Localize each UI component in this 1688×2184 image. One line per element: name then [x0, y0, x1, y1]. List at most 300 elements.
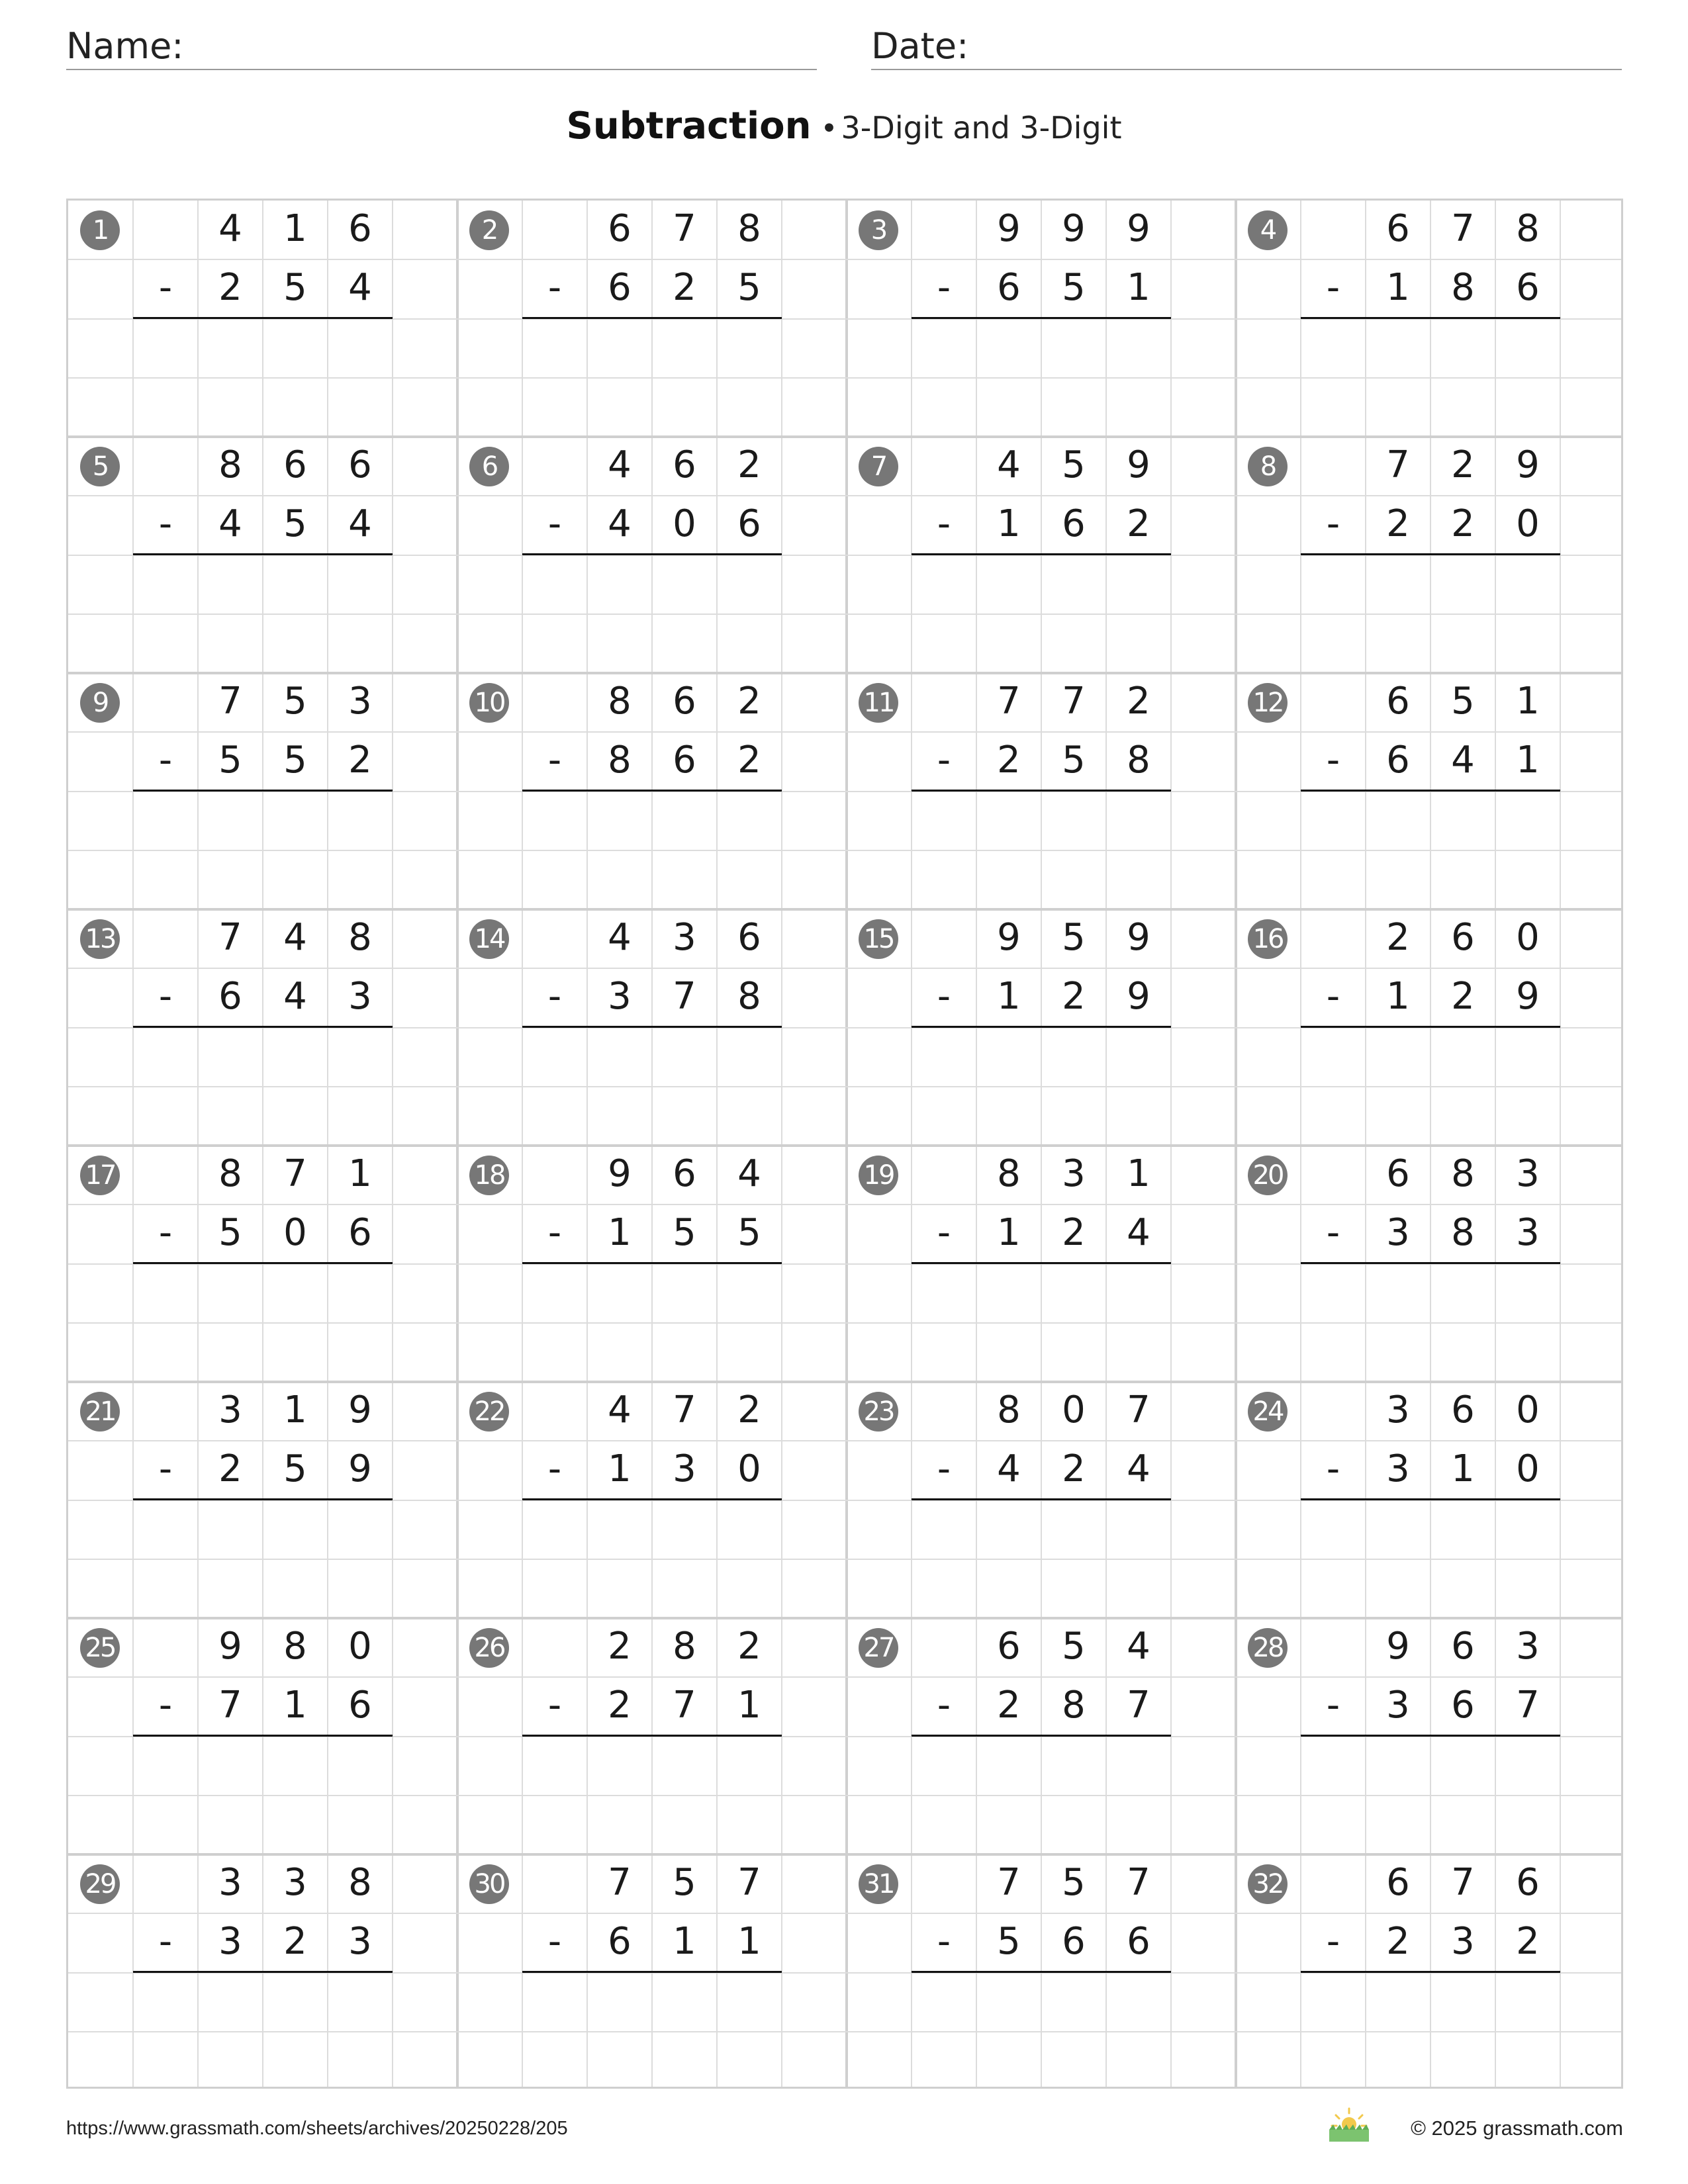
subtrahend-digit: 1 — [997, 1211, 1021, 1255]
minuend-digit: 8 — [1516, 207, 1540, 250]
answer-line — [912, 1026, 1171, 1028]
problem-22 — [457, 1382, 847, 1618]
subtrahend-digit: 0 — [737, 1447, 761, 1491]
minuend-digit: 0 — [1062, 1388, 1086, 1432]
minuend-digit: 5 — [1062, 1625, 1086, 1668]
subtrahend-digit: 2 — [673, 266, 696, 310]
problem-26 — [457, 1618, 847, 1854]
subtrahend-digit: 6 — [218, 975, 242, 1019]
problem-number-badge: 13 — [80, 919, 120, 959]
problem-1 — [68, 201, 457, 437]
minuend-digit: 6 — [737, 916, 761, 959]
subtrahend-digit: 6 — [1386, 739, 1410, 782]
minuend-digit: 7 — [283, 1152, 307, 1195]
subtrahend-digit: 1 — [673, 1920, 696, 1964]
subtrahend-digit: 3 — [608, 975, 632, 1019]
minuend-digit: 6 — [1386, 1152, 1410, 1195]
subtrahend-digit: 6 — [1127, 1920, 1150, 1964]
problem-number-badge: 18 — [469, 1156, 509, 1195]
subtrahend-digit: 1 — [737, 1684, 761, 1727]
problem-number-badge: 5 — [80, 447, 120, 486]
minuend-digit: 2 — [737, 1625, 761, 1668]
problem-13 — [68, 909, 457, 1146]
subtrahend-digit: 5 — [283, 266, 307, 310]
minuend-digit: 9 — [997, 207, 1021, 250]
minuend-digit: 8 — [737, 207, 761, 250]
minuend-digit: 8 — [218, 443, 242, 486]
subtrahend-digit: 7 — [673, 1684, 696, 1727]
answer-line — [912, 553, 1171, 555]
answer-line — [1301, 1498, 1560, 1500]
minuend-digit: 1 — [283, 1388, 307, 1432]
minuend-digit: 8 — [1451, 1152, 1475, 1195]
subtrahend-digit: 6 — [997, 266, 1021, 310]
answer-line — [522, 790, 782, 792]
minuend-digit: 5 — [1062, 916, 1086, 959]
subtrahend-digit: 3 — [348, 975, 372, 1019]
subtrahend-digit: 2 — [737, 739, 761, 782]
problem-number-badge: 2 — [469, 210, 509, 250]
problem-number-badge: 10 — [469, 683, 509, 723]
subtrahend-digit: 7 — [218, 1684, 242, 1727]
minuend-digit: 7 — [1062, 680, 1086, 723]
answer-line — [522, 1498, 782, 1500]
minuend-digit: 7 — [673, 207, 696, 250]
subtrahend-digit: 8 — [1451, 266, 1475, 310]
minuend-digit: 3 — [1386, 1388, 1410, 1432]
minuend-digit: 3 — [218, 1388, 242, 1432]
minuend-digit: 9 — [348, 1388, 372, 1432]
subtrahend-digit: 5 — [218, 739, 242, 782]
minuend-digit: 2 — [1451, 443, 1475, 486]
title-bullet: • — [820, 112, 838, 146]
problem-number-badge: 8 — [1248, 447, 1288, 486]
minuend-digit: 6 — [348, 207, 372, 250]
problem-23 — [847, 1382, 1236, 1618]
subtrahend-digit: 3 — [1386, 1684, 1410, 1727]
subtrahend-digit: 8 — [1127, 739, 1150, 782]
minuend-digit: 6 — [997, 1625, 1021, 1668]
minus-sign: - — [547, 502, 562, 546]
subtrahend-digit: 1 — [283, 1684, 307, 1727]
minus-sign: - — [547, 1211, 562, 1255]
problem-number-badge: 16 — [1248, 919, 1288, 959]
minus-sign: - — [158, 502, 173, 546]
subtrahend-digit: 4 — [1451, 739, 1475, 782]
subtrahend-digit: 5 — [283, 739, 307, 782]
minus-sign: - — [1326, 975, 1340, 1019]
subtrahend-digit: 2 — [608, 1684, 632, 1727]
problem-16 — [1236, 909, 1623, 1146]
problem-number-badge: 32 — [1248, 1864, 1288, 1904]
minuend-digit: 7 — [218, 916, 242, 959]
minuend-digit: 7 — [1386, 443, 1410, 486]
problem-number-badge: 30 — [469, 1864, 509, 1904]
minuend-digit: 9 — [1386, 1625, 1410, 1668]
minuend-digit: 6 — [1386, 680, 1410, 723]
subtrahend-digit: 5 — [737, 1211, 761, 1255]
minus-sign: - — [547, 1920, 562, 1964]
minus-sign: - — [1326, 1447, 1340, 1491]
minuend-digit: 6 — [1451, 1625, 1475, 1668]
minuend-digit: 7 — [218, 680, 242, 723]
subtrahend-digit: 2 — [1451, 502, 1475, 546]
subtrahend-digit: 5 — [283, 1447, 307, 1491]
minuend-digit: 0 — [1516, 1388, 1540, 1432]
minuend-digit: 8 — [673, 1625, 696, 1668]
problem-number-badge: 28 — [1248, 1628, 1288, 1668]
minuend-digit: 4 — [283, 916, 307, 959]
subtrahend-digit: 1 — [608, 1447, 632, 1491]
subtrahend-digit: 8 — [1062, 1684, 1086, 1727]
footer-copyright: © 2025 grassmath.com — [1411, 2116, 1623, 2140]
problem-number-badge: 19 — [859, 1156, 898, 1195]
subtrahend-digit: 5 — [997, 1920, 1021, 1964]
minuend-digit: 1 — [1127, 1152, 1150, 1195]
minuend-digit: 6 — [283, 443, 307, 486]
minuend-digit: 5 — [283, 680, 307, 723]
minuend-digit: 6 — [1516, 1861, 1540, 1904]
subtrahend-digit: 1 — [1451, 1447, 1475, 1491]
minuend-digit: 2 — [1386, 916, 1410, 959]
subtrahend-digit: 1 — [997, 502, 1021, 546]
minus-sign: - — [937, 1211, 951, 1255]
minuend-digit: 8 — [283, 1625, 307, 1668]
answer-line — [1301, 790, 1560, 792]
answer-line — [133, 1971, 393, 1973]
subtrahend-digit: 2 — [218, 266, 242, 310]
problem-25 — [68, 1618, 457, 1854]
subtrahend-digit: 6 — [608, 1920, 632, 1964]
problem-9 — [68, 673, 457, 909]
subtrahend-digit: 9 — [348, 1447, 372, 1491]
minuend-digit: 8 — [997, 1152, 1021, 1195]
minus-sign: - — [158, 1447, 173, 1491]
date-label: Date: — [871, 25, 969, 67]
subtrahend-digit: 4 — [348, 502, 372, 546]
subtrahend-digit: 1 — [1516, 739, 1540, 782]
minuend-digit: 2 — [608, 1625, 632, 1668]
problem-number-badge: 4 — [1248, 210, 1288, 250]
problem-number-badge: 25 — [80, 1628, 120, 1668]
answer-line — [1301, 1971, 1560, 1973]
subtrahend-digit: 8 — [608, 739, 632, 782]
answer-line — [522, 317, 782, 319]
subtrahend-digit: 1 — [608, 1211, 632, 1255]
subtrahend-digit: 5 — [737, 266, 761, 310]
answer-line — [1301, 1262, 1560, 1264]
subtrahend-digit: 7 — [673, 975, 696, 1019]
minus-sign: - — [1326, 1920, 1340, 1964]
minuend-digit: 3 — [1516, 1625, 1540, 1668]
subtrahend-digit: 5 — [283, 502, 307, 546]
minus-sign: - — [158, 1920, 173, 1964]
answer-line — [1301, 317, 1560, 319]
minuend-digit: 7 — [1127, 1388, 1150, 1432]
minus-sign: - — [937, 1684, 951, 1727]
minuend-digit: 9 — [608, 1152, 632, 1195]
minuend-digit: 6 — [608, 207, 632, 250]
title-subtitle: 3-Digit and 3-Digit — [841, 110, 1122, 146]
problem-29 — [68, 1854, 457, 2089]
subtrahend-digit: 4 — [1127, 1211, 1150, 1255]
problem-grid — [66, 199, 1623, 2089]
problem-number-badge: 21 — [80, 1392, 120, 1432]
problem-4 — [1236, 201, 1623, 437]
subtrahend-digit: 2 — [348, 739, 372, 782]
problem-30 — [457, 1854, 847, 2089]
problem-number-badge: 24 — [1248, 1392, 1288, 1432]
problem-8 — [1236, 437, 1623, 673]
minuend-digit: 1 — [348, 1152, 372, 1195]
subtrahend-digit: 8 — [1451, 1211, 1475, 1255]
minuend-digit: 6 — [1386, 207, 1410, 250]
answer-line — [133, 317, 393, 319]
name-label: Name: — [66, 25, 184, 67]
subtrahend-digit: 2 — [1127, 502, 1150, 546]
minuend-digit: 3 — [218, 1861, 242, 1904]
subtrahend-digit: 1 — [737, 1920, 761, 1964]
subtrahend-digit: 3 — [1516, 1211, 1540, 1255]
minuend-digit: 5 — [673, 1861, 696, 1904]
problem-number-badge: 29 — [80, 1864, 120, 1904]
minus-sign: - — [937, 502, 951, 546]
subtrahend-digit: 6 — [1451, 1684, 1475, 1727]
subtrahend-digit: 2 — [283, 1920, 307, 1964]
answer-line — [522, 553, 782, 555]
subtrahend-digit: 2 — [1451, 975, 1475, 1019]
subtrahend-digit: 6 — [673, 739, 696, 782]
worksheet-title — [0, 105, 1688, 148]
problem-number-badge: 11 — [859, 683, 898, 723]
subtrahend-digit: 9 — [1516, 975, 1540, 1019]
answer-line — [522, 1026, 782, 1028]
answer-line — [133, 553, 393, 555]
minus-sign: - — [547, 266, 562, 310]
subtrahend-digit: 2 — [1062, 1211, 1086, 1255]
name-field[interactable] — [66, 24, 817, 70]
subtrahend-digit: 1 — [1386, 266, 1410, 310]
minuend-digit: 9 — [1062, 207, 1086, 250]
subtrahend-digit: 6 — [348, 1684, 372, 1727]
subtrahend-digit: 1 — [1127, 266, 1150, 310]
minuend-digit: 8 — [608, 680, 632, 723]
problem-27 — [847, 1618, 1236, 1854]
minuend-digit: 4 — [608, 443, 632, 486]
problem-number-badge: 9 — [80, 683, 120, 723]
problem-21 — [68, 1382, 457, 1618]
minus-sign: - — [547, 739, 562, 782]
subtrahend-digit: 3 — [1451, 1920, 1475, 1964]
problem-number-badge: 3 — [859, 210, 898, 250]
minus-sign: - — [547, 1447, 562, 1491]
minus-sign: - — [158, 739, 173, 782]
minuend-digit: 1 — [283, 207, 307, 250]
minus-sign: - — [937, 1447, 951, 1491]
minuend-digit: 5 — [1062, 1861, 1086, 1904]
problem-number-badge: 20 — [1248, 1156, 1288, 1195]
minuend-digit: 7 — [997, 680, 1021, 723]
problem-24 — [1236, 1382, 1623, 1618]
minuend-digit: 9 — [997, 916, 1021, 959]
answer-line — [522, 1971, 782, 1973]
minuend-digit: 5 — [1451, 680, 1475, 723]
subtrahend-digit: 2 — [997, 739, 1021, 782]
problem-number-badge: 15 — [859, 919, 898, 959]
minuend-digit: 7 — [1451, 1861, 1475, 1904]
subtrahend-digit: 7 — [1127, 1684, 1150, 1727]
subtrahend-digit: 4 — [1127, 1447, 1150, 1491]
footer-url: https://www.grassmath.com/sheets/archives/20250228/205 — [66, 2118, 568, 2139]
minus-sign: - — [937, 266, 951, 310]
problem-31 — [847, 1854, 1236, 2089]
subtrahend-digit: 4 — [997, 1447, 1021, 1491]
minuend-digit: 4 — [1127, 1625, 1150, 1668]
minuend-digit: 5 — [1062, 443, 1086, 486]
subtrahend-digit: 4 — [218, 502, 242, 546]
problem-18 — [457, 1146, 847, 1382]
minuend-digit: 4 — [218, 207, 242, 250]
answer-line — [912, 1262, 1171, 1264]
subtrahend-digit: 8 — [737, 975, 761, 1019]
minuend-digit: 6 — [1451, 916, 1475, 959]
minus-sign: - — [547, 1684, 562, 1727]
subtrahend-digit: 3 — [673, 1447, 696, 1491]
minuend-digit: 6 — [1386, 1861, 1410, 1904]
minuend-digit: 9 — [1127, 207, 1150, 250]
problem-17 — [68, 1146, 457, 1382]
minuend-digit: 9 — [1516, 443, 1540, 486]
problem-number-badge: 26 — [469, 1628, 509, 1668]
problem-number-badge: 7 — [859, 447, 898, 486]
minus-sign: - — [1326, 1211, 1340, 1255]
problem-number-badge: 12 — [1248, 683, 1288, 723]
problem-3 — [847, 201, 1236, 437]
subtrahend-digit: 0 — [1516, 1447, 1540, 1491]
answer-line — [133, 1735, 393, 1737]
subtrahend-digit: 2 — [997, 1684, 1021, 1727]
minuend-digit: 7 — [997, 1861, 1021, 1904]
subtrahend-digit: 2 — [1386, 1920, 1410, 1964]
minus-sign: - — [937, 1920, 951, 1964]
subtrahend-digit: 6 — [608, 266, 632, 310]
problem-2 — [457, 201, 847, 437]
problem-12 — [1236, 673, 1623, 909]
minuend-digit: 7 — [737, 1861, 761, 1904]
subtrahend-digit: 6 — [348, 1211, 372, 1255]
problem-number-badge: 14 — [469, 919, 509, 959]
minuend-digit: 4 — [997, 443, 1021, 486]
subtrahend-digit: 9 — [1127, 975, 1150, 1019]
minus-sign: - — [1326, 1684, 1340, 1727]
minuend-digit: 6 — [673, 1152, 696, 1195]
problem-number-badge: 31 — [859, 1864, 898, 1904]
problem-6 — [457, 437, 847, 673]
minuend-digit: 6 — [673, 443, 696, 486]
subtrahend-digit: 2 — [1062, 1447, 1086, 1491]
minuend-digit: 3 — [348, 680, 372, 723]
minuend-digit: 7 — [1451, 207, 1475, 250]
problem-number-badge: 27 — [859, 1628, 898, 1668]
subtrahend-digit: 1 — [997, 975, 1021, 1019]
minuend-digit: 4 — [608, 1388, 632, 1432]
subtrahend-digit: 6 — [1062, 1920, 1086, 1964]
minuend-digit: 3 — [283, 1861, 307, 1904]
subtrahend-digit: 7 — [1516, 1684, 1540, 1727]
minus-sign: - — [1326, 266, 1340, 310]
answer-line — [912, 1735, 1171, 1737]
minuend-digit: 0 — [1516, 916, 1540, 959]
answer-line — [133, 1498, 393, 1500]
problem-10 — [457, 673, 847, 909]
minuend-digit: 3 — [1062, 1152, 1086, 1195]
answer-line — [522, 1735, 782, 1737]
answer-line — [133, 1026, 393, 1028]
minus-sign: - — [158, 266, 173, 310]
date-field[interactable] — [871, 24, 1622, 70]
problem-20 — [1236, 1146, 1623, 1382]
subtrahend-digit: 5 — [673, 1211, 696, 1255]
minus-sign: - — [158, 1684, 173, 1727]
title-main: Subtraction — [566, 105, 812, 148]
minuend-digit: 6 — [348, 443, 372, 486]
subtrahend-digit: 4 — [348, 266, 372, 310]
subtrahend-digit: 4 — [283, 975, 307, 1019]
answer-line — [133, 790, 393, 792]
minuend-digit: 7 — [673, 1388, 696, 1432]
minuend-digit: 9 — [218, 1625, 242, 1668]
minus-sign: - — [1326, 502, 1340, 546]
minuend-digit: 9 — [1127, 916, 1150, 959]
subtrahend-digit: 0 — [283, 1211, 307, 1255]
answer-line — [133, 1262, 393, 1264]
subtrahend-digit: 2 — [1516, 1920, 1540, 1964]
subtrahend-digit: 0 — [673, 502, 696, 546]
problem-32 — [1236, 1854, 1623, 2089]
answer-line — [912, 1971, 1171, 1973]
subtrahend-digit: 5 — [218, 1211, 242, 1255]
subtrahend-digit: 2 — [1386, 502, 1410, 546]
minuend-digit: 6 — [673, 680, 696, 723]
minuend-digit: 2 — [737, 680, 761, 723]
subtrahend-digit: 3 — [348, 1920, 372, 1964]
minuend-digit: 3 — [1516, 1152, 1540, 1195]
subtrahend-digit: 3 — [218, 1920, 242, 1964]
minus-sign: - — [1326, 739, 1340, 782]
subtrahend-digit: 2 — [218, 1447, 242, 1491]
minus-sign: - — [547, 975, 562, 1019]
problem-7 — [847, 437, 1236, 673]
minuend-digit: 8 — [348, 1861, 372, 1904]
problem-28 — [1236, 1618, 1623, 1854]
minus-sign: - — [158, 975, 173, 1019]
minus-sign: - — [937, 975, 951, 1019]
subtrahend-digit: 3 — [1386, 1447, 1410, 1491]
minuend-digit: 7 — [1127, 1861, 1150, 1904]
minus-sign: - — [937, 739, 951, 782]
grass-sun-logo-icon — [1327, 2105, 1372, 2144]
subtrahend-digit: 6 — [737, 502, 761, 546]
problem-19 — [847, 1146, 1236, 1382]
problem-11 — [847, 673, 1236, 909]
subtrahend-digit: 4 — [608, 502, 632, 546]
subtrahend-digit: 6 — [1062, 502, 1086, 546]
minuend-digit: 4 — [608, 916, 632, 959]
minuend-digit: 6 — [1451, 1388, 1475, 1432]
subtrahend-digit: 5 — [1062, 739, 1086, 782]
minuend-digit: 2 — [737, 443, 761, 486]
minuend-digit: 9 — [1127, 443, 1150, 486]
